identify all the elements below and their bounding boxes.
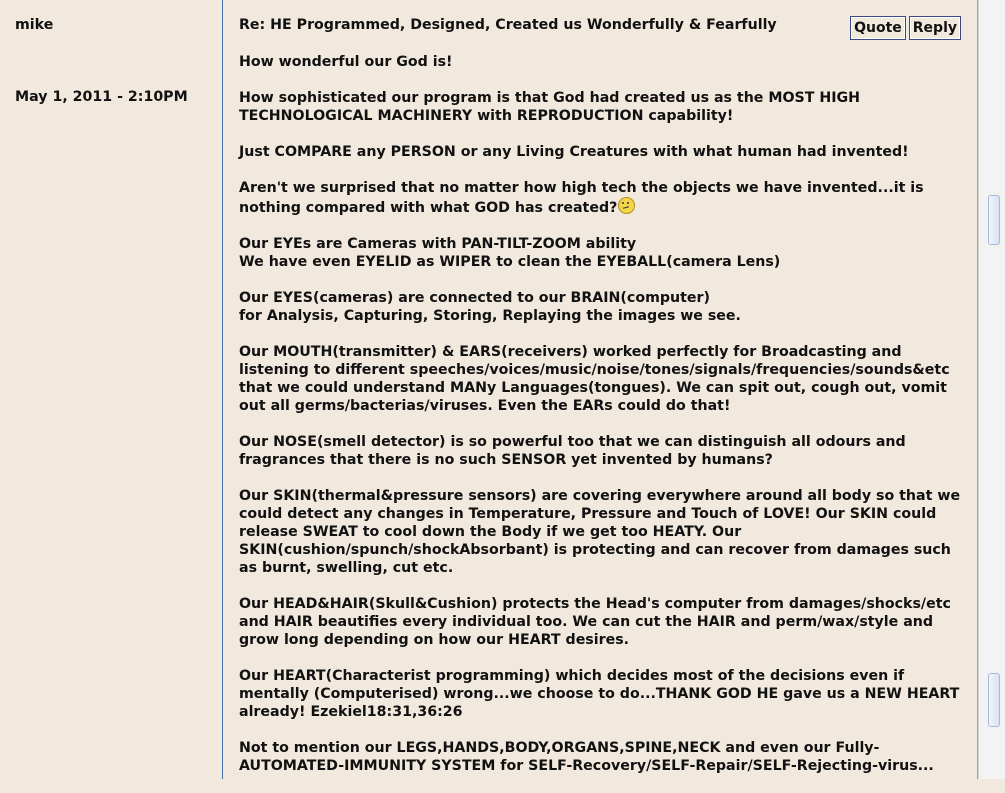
post-date: May 1, 2011 - 2:10PM [15,89,188,105]
reply-button[interactable]: Reply [909,16,961,40]
confused-smiley-icon [618,197,635,214]
post-paragraph-with-smiley [239,179,964,217]
scrollbar-thumb[interactable] [988,195,1000,245]
post-paragraph: Just COMPARE any PERSON or any Living Creatures with what human had invented! [239,144,909,160]
post-paragraph: Our NOSE(smell detector) is so powerful too that we can distinguish all odours and fragrances that there is no such SENSOR yet invented by humans? [239,434,906,468]
post-paragraph: Not to mention our LEGS,HANDS,BODY,ORGANS,SPINE,NECK and even our Fully-AUTOMATED-IMMUNITY SYSTEM for SELF-Recovery/SELF-Repair/SELF-Rejecting-virus... [239,740,934,774]
vertical-scrollbar[interactable] [978,0,1005,779]
post-paragraph: Our EYEs are Cameras with PAN-TILT-ZOOM ability We have even EYELID as WIPER to clean the EYEBALL(camera Lens) [239,236,781,270]
post-subject: Re: HE Programmed, Designed, Created us Wonderfully & Fearfully [239,17,777,33]
post-paragraph: Our HEART(Characterist programming) which decides most of the decisions even if mentally (Computerised) wrong...we choose to do...THANK GOD HE gave us a NEW HEART already! Ezekiel18:31,36:26 [239,668,960,720]
quote-button[interactable]: Quote [850,16,906,40]
post-actions [850,16,961,40]
post-paragraph-text: Aren't we surprised that no matter how high tech the objects we have invented...it is nothing compared with what GOD has created? [239,180,924,216]
post-author[interactable]: mike [15,17,54,33]
post-paragraph: Our EYES(cameras) are connected to our BRAIN(computer) for Analysis, Capturing, Storing, Replaying the images we see. [239,290,741,324]
post-body [239,53,964,793]
post-paragraph: Our SKIN(thermal&pressure sensors) are covering everywhere around all body so that we could detect any changes in Temperature, Pressure and Touch of LOVE! Our SKIN could release SWEAT to cool down the Body if we get too HEATY. Our SKIN(cushion/spunch/shockAbsorbant) is protecting and can recover from damages such as burnt, swelling, cut etc. [239,488,961,576]
post-paragraph: How sophisticated our program is that God had created us as the MOST HIGH TECHNOLOGICAL MACHINERY with REPRODUCTION capability! [239,90,861,124]
post-paragraph: Our MOUTH(transmitter) & EARS(receivers) worked perfectly for Broadcasting and listening to different speeches/voices/music/noise/tones/signals/frequencies/sounds&etc that we could understand MANy Languages(tongues). We can spit out, cough out, vomit out all germs/bacterias/viruses. Even the EARs could do that! [239,344,950,414]
post-paragraph: How wonderful our God is! [239,54,453,70]
scrollbar-thumb[interactable] [988,673,1000,727]
post-paragraph: Our HEAD&HAIR(Skull&Cushion) protects the Head's computer from damages/shocks/etc and HAIR beautifies every individual too. We can cut the HAIR and perm/wax/style and grow long depending on how our HEART desires. [239,596,951,648]
post-content [224,0,978,779]
post-author-column [0,0,223,779]
